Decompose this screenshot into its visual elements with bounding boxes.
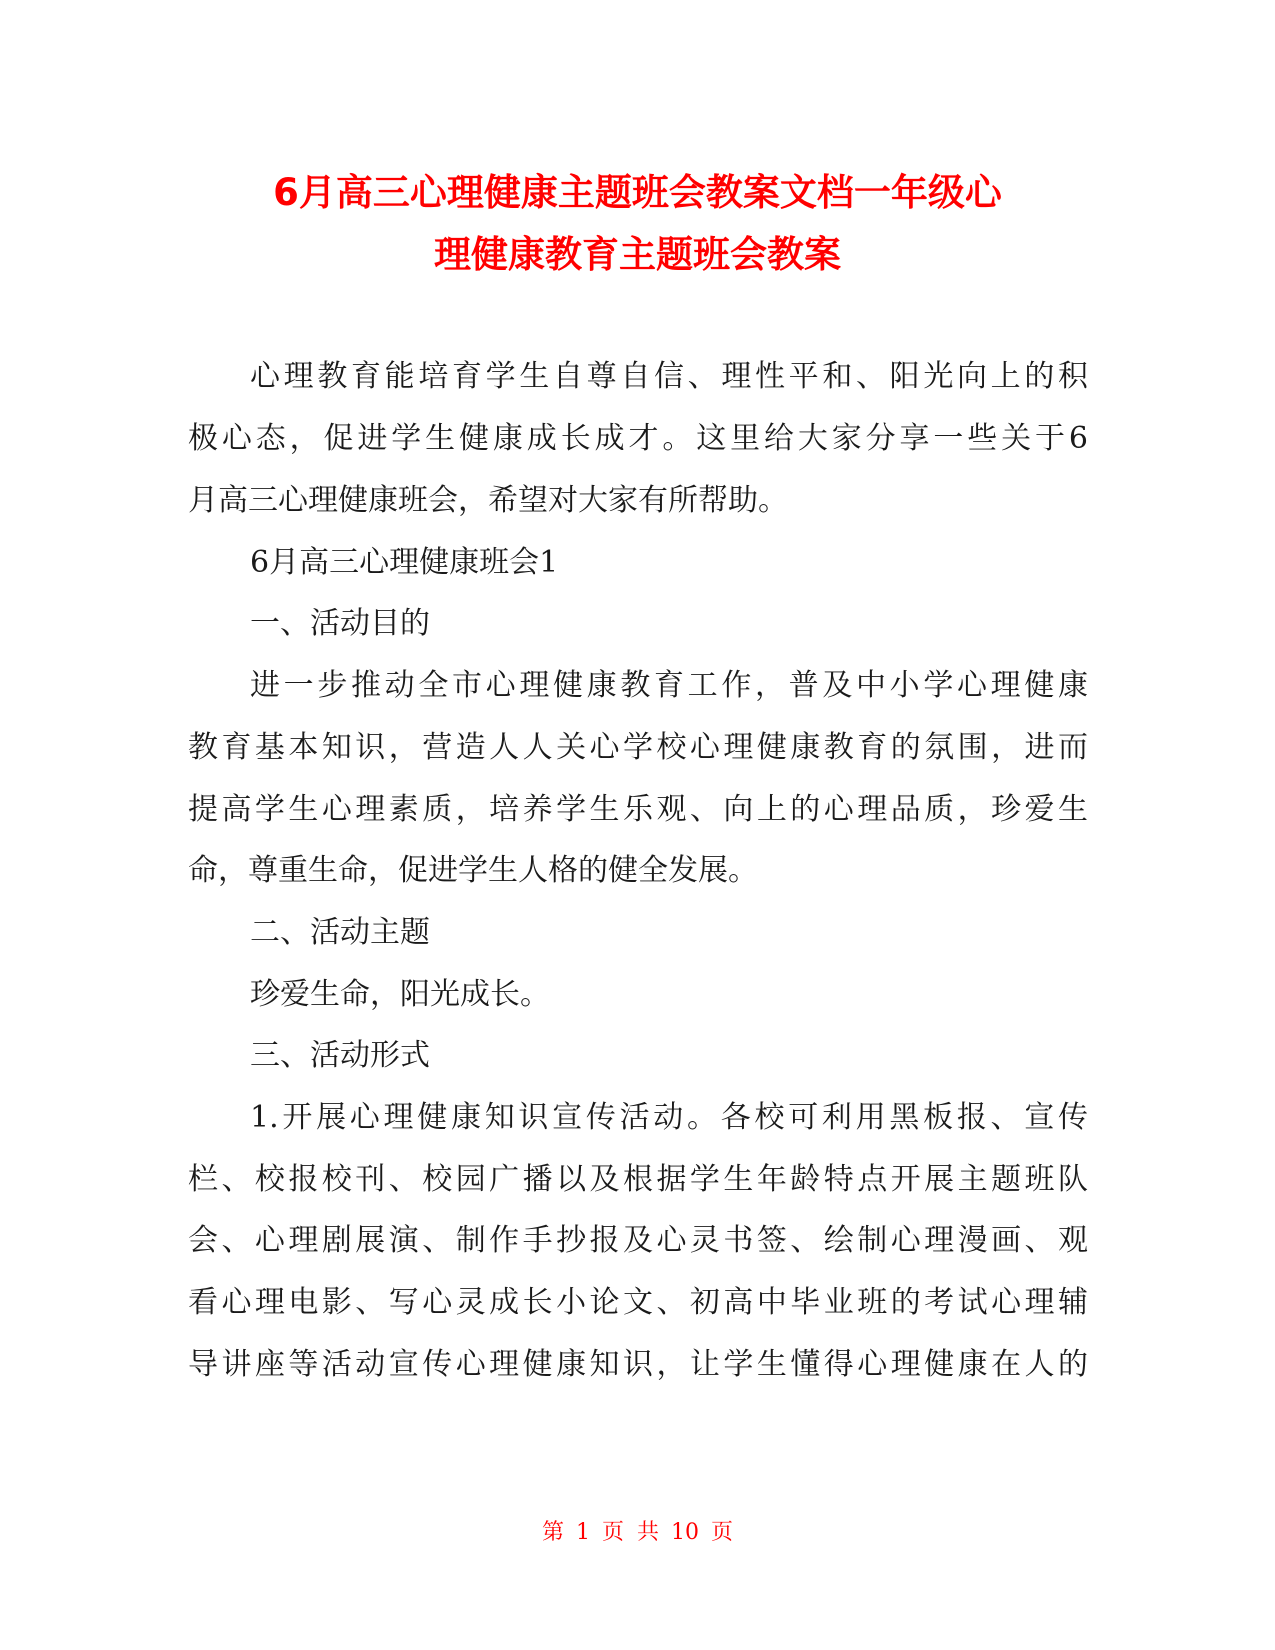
paragraph-intro-line: 月高三心理健康班会，希望对大家有所帮助。 — [188, 483, 788, 518]
document-title-line-1: 6月高三心理健康主题班会教案文档一年级心 — [273, 171, 1002, 214]
paragraph-purpose-line: 提高学生心理素质，培养学生乐观、向上的心理品质，珍爱生 — [188, 792, 1088, 827]
paragraph-form-line: 1.开展心理健康知识宣传活动。各校可利用黑板报、宣传 — [250, 1100, 1088, 1135]
paragraph-intro-line: 极心态，促进学生健康成长成才。这里给大家分享一些关于6 — [188, 421, 1088, 456]
section-heading: 一、活动目的 — [250, 606, 430, 641]
section-heading: 三、活动形式 — [250, 1038, 430, 1073]
footer-total-pages: 10 — [671, 1520, 699, 1545]
footer-middle: 页 共 — [602, 1520, 659, 1545]
paragraph-purpose-line: 教育基本知识，营造人人关心学校心理健康教育的氛围，进而 — [188, 730, 1088, 765]
paragraph-form-line: 导讲座等活动宣传心理健康知识，让学生懂得心理健康在人的 — [188, 1347, 1088, 1382]
footer-suffix: 页 — [711, 1520, 734, 1545]
paragraph-purpose-line: 命，尊重生命，促进学生人格的健全发展。 — [188, 853, 758, 888]
footer-prefix: 第 — [541, 1520, 564, 1545]
paragraph-purpose-line: 进一步推动全市心理健康教育工作，普及中小学心理健康 — [250, 668, 1088, 703]
section-heading: 二、活动主题 — [250, 915, 430, 950]
page-footer — [0, 1518, 1275, 1548]
paragraph-form-line: 栏、校报校刊、校园广播以及根据学生年龄特点开展主题班队 — [188, 1162, 1088, 1197]
section-heading: 6月高三心理健康班会1 — [250, 545, 559, 580]
footer-page-number: 1 — [576, 1520, 590, 1545]
paragraph-form-line: 看心理电影、写心灵成长小论文、初高中毕业班的考试心理辅 — [188, 1285, 1088, 1320]
document-title-line-2: 理健康教育主题班会教案 — [434, 233, 841, 276]
paragraph-intro-line: 心理教育能培育学生自尊自信、理性平和、阳光向上的积 — [250, 359, 1088, 394]
paragraph-form-line: 会、心理剧展演、制作手抄报及心灵书签、绘制心理漫画、观 — [188, 1223, 1088, 1258]
paragraph-theme-line: 珍爱生命，阳光成长。 — [250, 977, 550, 1012]
